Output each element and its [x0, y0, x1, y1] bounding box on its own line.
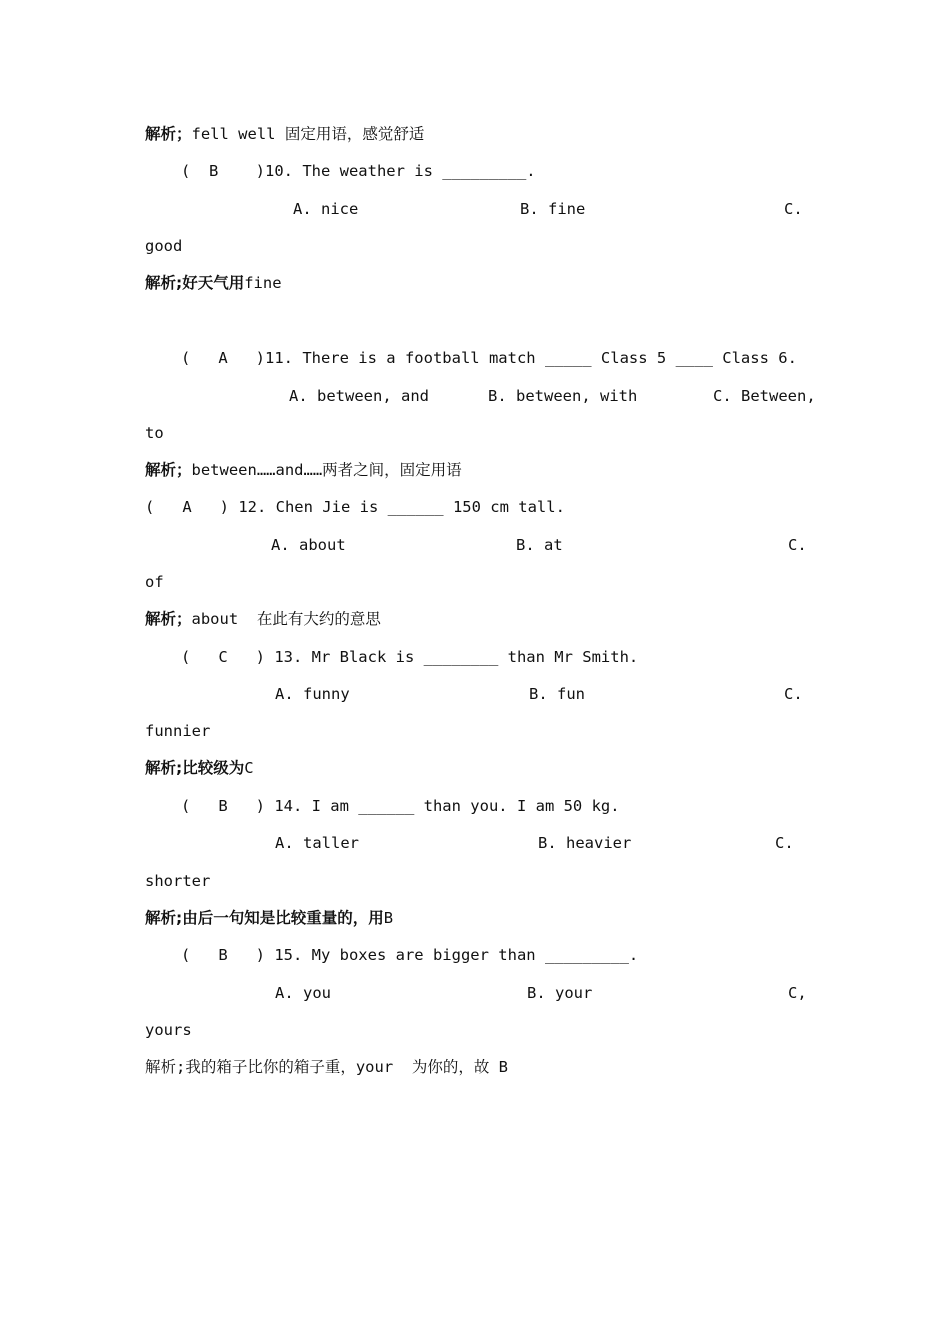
question-10: ( B )10. The weather is _________. — [181, 162, 536, 180]
option-c-continued: of — [145, 573, 164, 591]
option-a: A. funny — [275, 685, 350, 703]
analysis-prefix: 解析； — [145, 610, 192, 628]
analysis-prefix: 解析;比较级为 — [145, 759, 245, 777]
analysis-line-12 — [145, 609, 381, 629]
option-b: B. fun — [529, 685, 585, 703]
question-12: ( A ) 12. Chen Jie is ______ 150 cm tall. — [145, 498, 565, 516]
question-11: ( A )11. There is a football match _____ Class 5 ____ Class 6. — [181, 349, 797, 367]
option-c-continued: yours — [145, 1021, 192, 1039]
option-c-continued: funnier — [145, 722, 211, 740]
option-c: C. — [784, 200, 803, 218]
option-a: A. about — [271, 536, 346, 554]
option-a: A. nice — [293, 200, 359, 218]
analysis-line-9 — [145, 124, 424, 144]
analysis-prefix: 解析； — [145, 461, 192, 479]
question-14: ( B ) 14. I am ______ than you. I am 50 kg. — [181, 797, 620, 815]
question-13: ( C ) 13. Mr Black is ________ than Mr Smith. — [181, 648, 639, 666]
option-c-continued: shorter — [145, 872, 211, 890]
analysis-text: about 在此有大约的意思 — [191, 610, 381, 628]
option-c-continued: to — [145, 424, 164, 442]
analysis-text: B — [383, 909, 394, 927]
option-a: A. between, and — [289, 387, 429, 405]
analysis-text: fell well 固定用语，感觉舒适 — [191, 125, 425, 143]
analysis-line-13 — [145, 758, 254, 778]
option-c: C. Between, — [713, 387, 816, 405]
option-c: C. — [775, 834, 794, 852]
analysis-prefix: 解析;好天气用 — [145, 274, 245, 292]
option-c: C. — [788, 536, 807, 554]
option-b: B. fine — [520, 200, 586, 218]
analysis-text: C — [244, 759, 254, 777]
option-a: A. you — [275, 984, 331, 1002]
option-c: C. — [784, 685, 803, 703]
analysis-line-14 — [145, 908, 393, 928]
analysis-line-11 — [145, 460, 462, 480]
option-c: C, — [788, 984, 807, 1002]
analysis-text: fine — [244, 274, 282, 292]
analysis-line-10 — [145, 273, 282, 293]
analysis-prefix: 解析;由后一句知是比较重量的，用 — [145, 909, 384, 927]
analysis-text: between……and……两者之间，固定用语 — [191, 461, 462, 479]
analysis-prefix: 解析； — [145, 125, 192, 143]
option-b: B. between, with — [488, 387, 638, 405]
analysis-line-15: 解析;我的箱子比你的箱子重，your 为你的，故 B — [145, 1058, 508, 1076]
option-b: B. heavier — [538, 834, 632, 852]
question-15: ( B ) 15. My boxes are bigger than _________. — [181, 946, 639, 964]
option-b: B. at — [516, 536, 563, 554]
option-a: A. taller — [275, 834, 359, 852]
option-c-continued: good — [145, 237, 183, 255]
option-b: B. your — [527, 984, 593, 1002]
